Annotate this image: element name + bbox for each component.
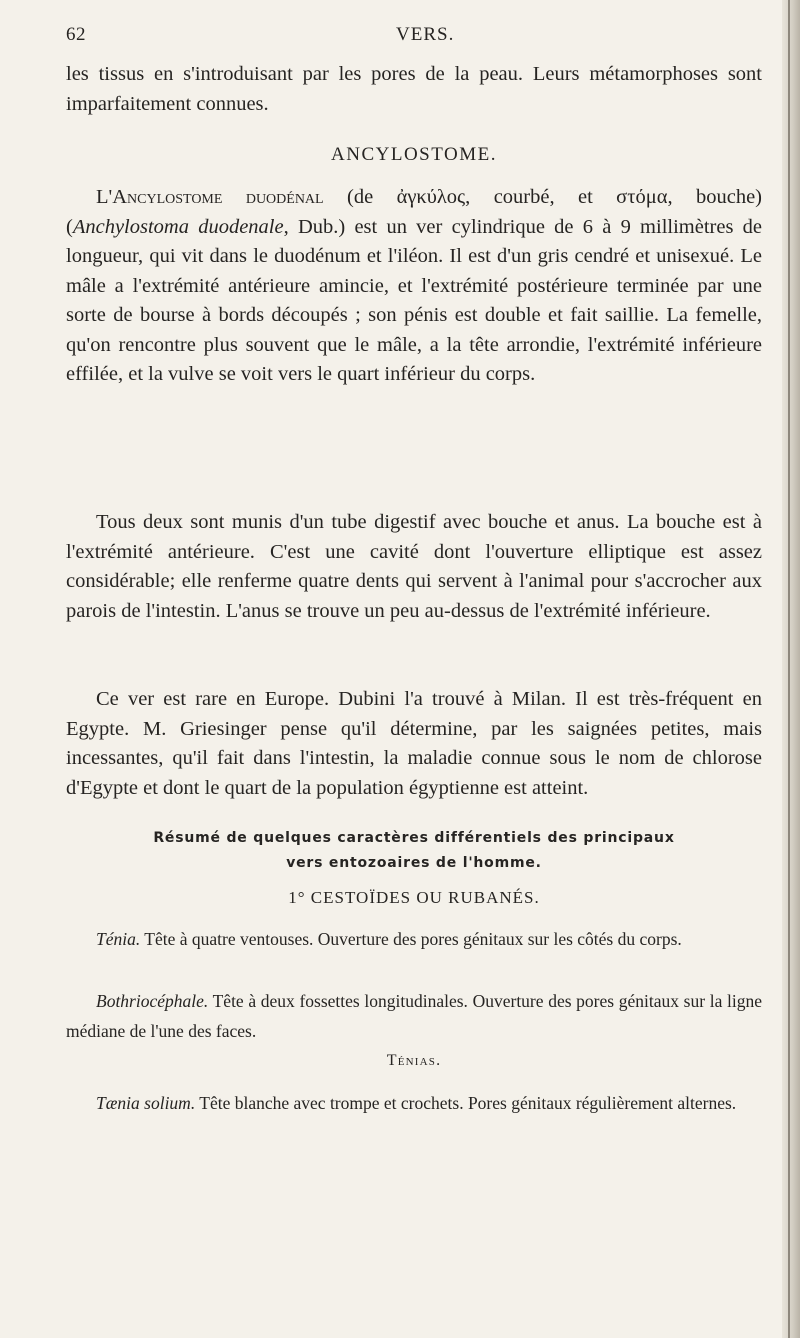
section-title: ANCYLOSTOME. (331, 144, 497, 165)
intro-paragraph: les tissus en s'introduisant par les pores de la peau. Leurs métamorphoses sont imparfaitement connues. (66, 63, 762, 115)
entry-tenia-text: Tête à quatre ventouses. Ouverture des pores génitaux sur les côtés du corps. (140, 929, 682, 949)
tenias-heading: Ténias. (386, 1052, 442, 1069)
entry-tenia (66, 924, 762, 954)
entry-bothriocephale (66, 986, 762, 1046)
entry-bothriocephale-name: Bothriocéphale. (96, 991, 209, 1011)
entry-tenia-name: Ténia. (96, 929, 141, 949)
summary-heading-line2: vers entozoaires de l'homme. (286, 855, 542, 871)
page-header (66, 24, 766, 54)
cestoides-heading: 1° CESTOÏDES OU RUBANÉS. (288, 888, 540, 907)
entry-taenia-solium-name: Tænia solium. (96, 1093, 196, 1113)
term-ancylostome: L'Ancylostome duodénal (96, 186, 324, 208)
entry-taenia-solium-text: Tête blanche avec trompe et crochets. Pores génitaux régulièrement alternes. (195, 1093, 737, 1113)
entry-bothriocephale-text: Tête à deux fossettes longitudinales. Ouverture des pores génitaux sur la ligne médiane de l'une des faces. (66, 991, 762, 1041)
page-edge-shadow (782, 0, 800, 1338)
latin-name: Anchylostoma duodenale (72, 215, 284, 238)
page-binding-line (788, 0, 790, 1338)
summary-heading-line1: Résumé de quelques caractères différentiels des principaux (153, 830, 675, 846)
entry-taenia-solium (66, 1088, 762, 1118)
summary-heading (66, 826, 762, 876)
page-number: 62 (66, 24, 86, 45)
para1-text-a: (de ἀγκύλος, courbé, et στόμα, bouche) ( (66, 186, 762, 238)
paragraph-ancylostome-description (66, 183, 762, 390)
para1-text-b: , Dub.) est un ver cylindrique de 6 à 9 millimètres de longueur, qui vit dans le duodénum et l'iléon. Il est d'un gris cendré et unisexué. Le mâle a l'extrémité antérieure amincie, et l'extrémité postérieure terminée par une sorte de bourse à bords découpés ; son pénis est double et fait saillie. La femelle, qu'on rencontre plus souvent que le mâle, a la tête arrondie, l'extrémité inférieure effilée, et la vulve se voit vers le quart inférieur du corps. (66, 215, 763, 385)
paragraph-anatomy: Tous deux sont munis d'un tube digestif avec bouche et anus. La bouche est à l'extrémité antérieure. C'est une cavité dont l'ouverture elliptique est assez considérable; elle renferme quatre dents qui servent à l'animal pour s'accrocher aux parois de l'intestin. L'anus se trouve un peu au-dessus de l'extrémité inférieure. (66, 511, 762, 622)
running-title: VERS. (396, 24, 455, 45)
paragraph-distribution: Ce ver est rare en Europe. Dubini l'a trouvé à Milan. Il est très-fréquent en Egypte. M. Griesinger pense qu'il détermine, par les saignées petites, mais incessantes, qu'il fait dans l'intestin, la maladie connue sous le nom de chlorose d'Egypte et dont le quart de la population égyptienne est atteint. (66, 688, 762, 799)
